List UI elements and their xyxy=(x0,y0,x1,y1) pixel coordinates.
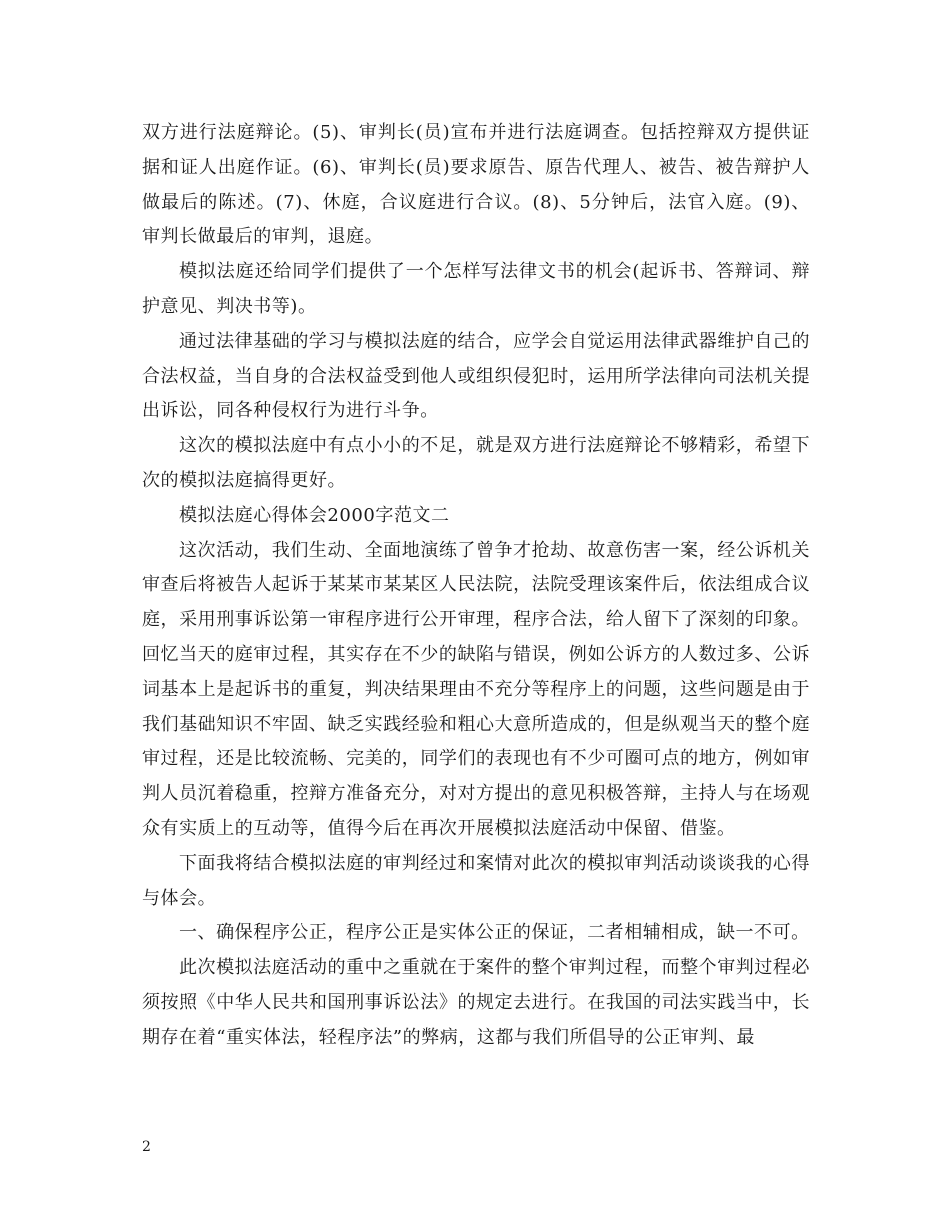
paragraph-1: 双方进行法庭辩论。(5)、审判长(员)宣布并进行法庭调查。包括控辩双方提供证据和证人出庭作证。(6)、审判长(员)要求原告、原告代理人、被告、被告辩护人做最后的陈述。(7)、休庭，合议庭进行合议。(8)、5分钟后，法官入庭。(9)、审判长做最后的审判，退庭。 xyxy=(142,122,810,248)
document-body xyxy=(142,116,810,1056)
page-number: 2 xyxy=(142,1139,151,1155)
paragraph-8: 此次模拟法庭活动的重中之重就在于案件的整个审判过程，而整个审判过程必须按照《中华人民共和国刑事诉讼法》的规定去进行。在我国的司法实践当中，长期存在着“重实体法，轻程序法”的弊病，这都与我们所倡导的公正审判、最 xyxy=(142,957,810,1048)
paragraph-4: 这次的模拟法庭中有点小小的不足，就是双方进行法庭辩论不够精彩，希望下次的模拟法庭搞得更好。 xyxy=(142,435,810,491)
paragraph-5: 这次活动，我们生动、全面地演练了曾争才抢劫、故意伤害一案，经公诉机关审查后将被告人起诉于某某市某某区人民法院，法院受理该案件后，依法组成合议庭，采用刑事诉讼第一审程序进行公开审理，程序合法，给人留下了深刻的印象。回忆当天的庭审过程，其实存在不少的缺陷与错误，例如公诉方的人数过多、公诉词基本上是起诉书的重复，判决结果理由不充分等程序上的问题，这些问题是由于我们基础知识不牢固、缺乏实践经验和粗心大意所造成的，但是纵观当天的整个庭审过程，还是比较流畅、完美的，同学们的表现也有不少可圈可点的地方，例如审判人员沉着稳重，控辩方准备充分，对对方提出的意见积极答辩，主持人与在场观众有实质上的互动等，值得今后在再次开展模拟法庭活动中保留、借鉴。 xyxy=(142,539,810,839)
section-heading: 模拟法庭心得体会2000字范文二 xyxy=(179,504,450,526)
paragraph-6: 下面我将结合模拟法庭的审判经过和案情对此次的模拟审判活动谈谈我的心得与体会。 xyxy=(142,852,810,909)
paragraph-2: 模拟法庭还给同学们提供了一个怎样写法律文书的机会(起诉书、答辩词、辩护意见、判决书等)。 xyxy=(142,261,810,317)
paragraph-3: 通过法律基础的学习与模拟法庭的结合，应学会自觉运用法律武器维护自己的合法权益，当自身的合法权益受到他人或组织侵犯时，运用所学法律向司法机关提出诉讼，同各种侵权行为进行斗争。 xyxy=(142,330,810,422)
paragraph-7: 一、确保程序公正，程序公正是实体公正的保证，二者相辅相成，缺一不可。 xyxy=(179,922,810,944)
